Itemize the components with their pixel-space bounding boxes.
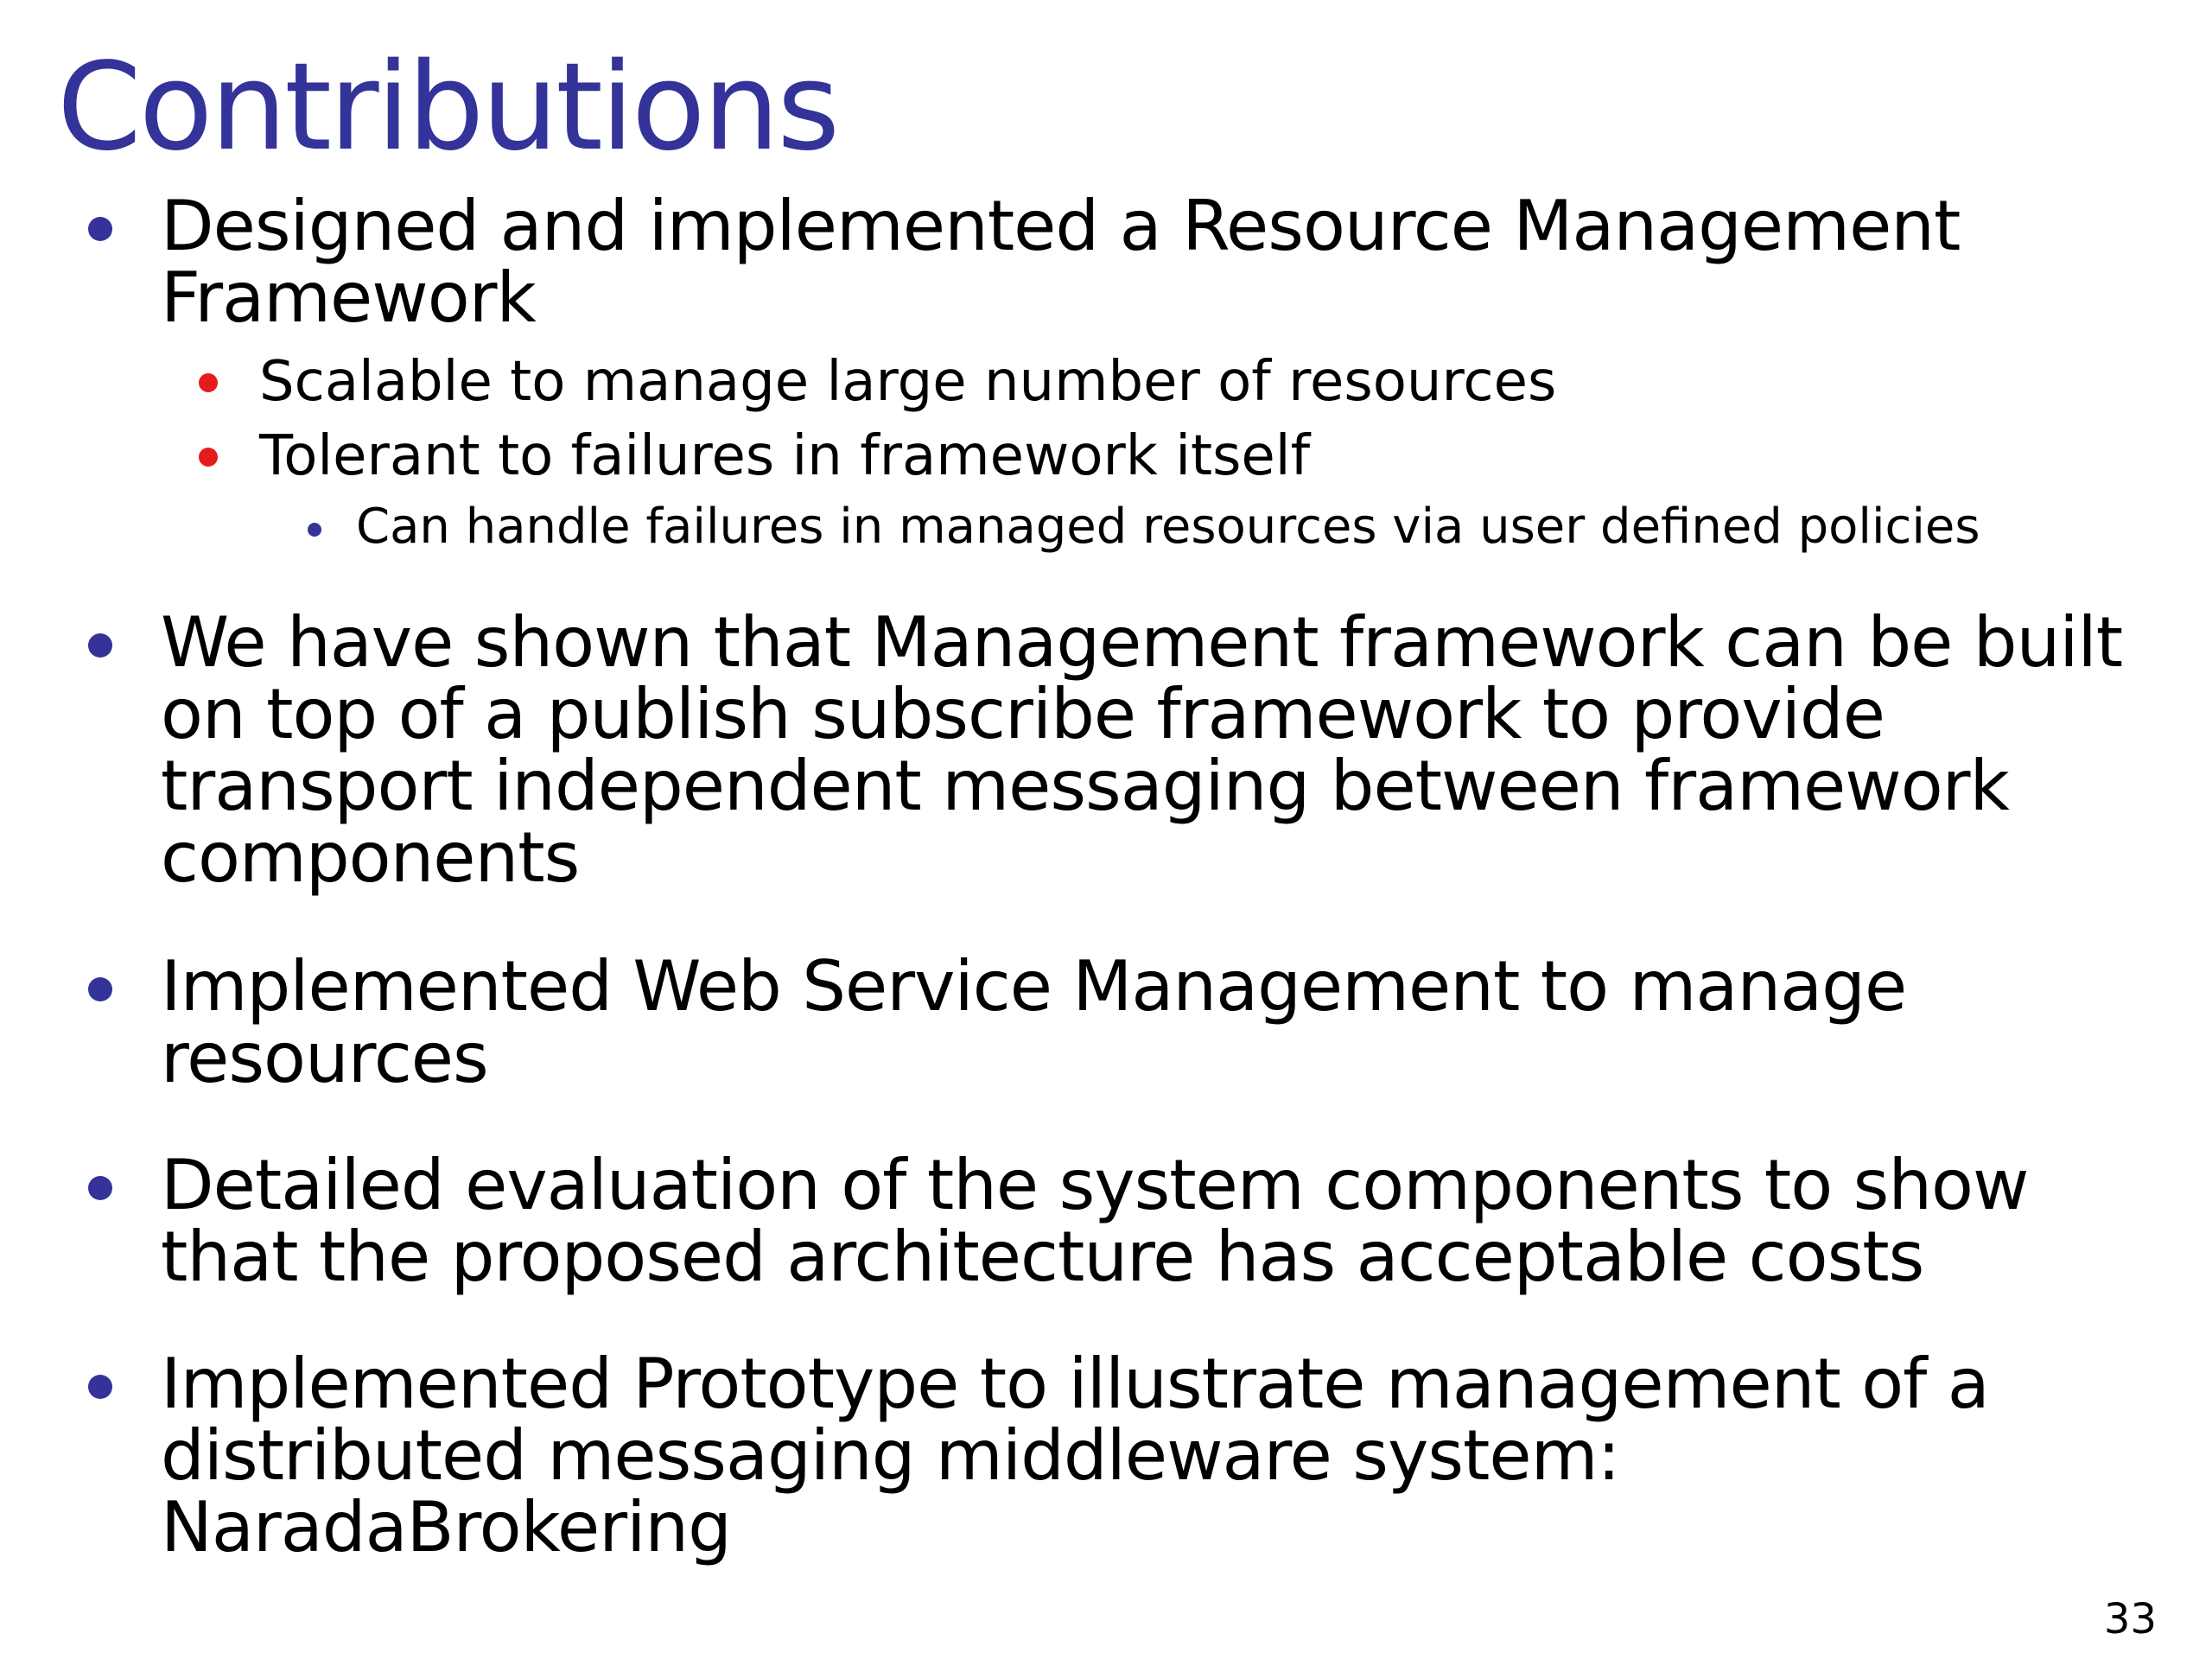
sub-bullet-text: Scalable to manage large number of resources [259,350,1557,414]
bullet-dot-icon [88,633,112,658]
bullet-text: We have shown that Management framework can be built on top of a publish subscribe framework to provide transport independent messaging between framework components [161,602,2123,898]
sub-bullet-dot-icon [199,448,218,467]
bullet-dot-icon [88,217,112,241]
sub-bullet-item [259,423,2117,489]
sub-bullet-dot-icon [199,373,218,392]
bullet-item [161,186,2174,338]
bullet-text: Detailed evaluation of the system components to show that the proposed architecture has acceptable costs [161,1145,2029,1297]
bullet-dot-icon [88,1176,112,1200]
bullet-text: Implemented Prototype to illustrate management of a distributed messaging middleware system: NaradaBrokering [161,1344,1989,1567]
bullet-dot-icon [88,1375,112,1399]
bullet-item [161,946,2174,1098]
sub-sub-bullet-text: Can handle failures in managed resources via user defined policies [356,499,1980,555]
bullet-text: Implemented Web Service Management to manage resources [161,946,1907,1098]
bullet-item [161,602,2174,898]
bullet-text: Designed and implemented a Resource Management Framework [161,186,1961,338]
sub-sub-bullet-item [356,496,2127,558]
sub-sub-bullet-dot-icon [308,523,321,537]
slide-title: Contributions [57,37,838,178]
bullet-item [161,1344,2174,1567]
bullet-dot-icon [88,977,112,1001]
slide-number: 33 [2103,1595,2157,1643]
sub-bullet-item [259,349,2117,415]
bullet-item [161,1145,2174,1297]
sub-bullet-text: Tolerant to failures in framework itself [259,424,1311,488]
